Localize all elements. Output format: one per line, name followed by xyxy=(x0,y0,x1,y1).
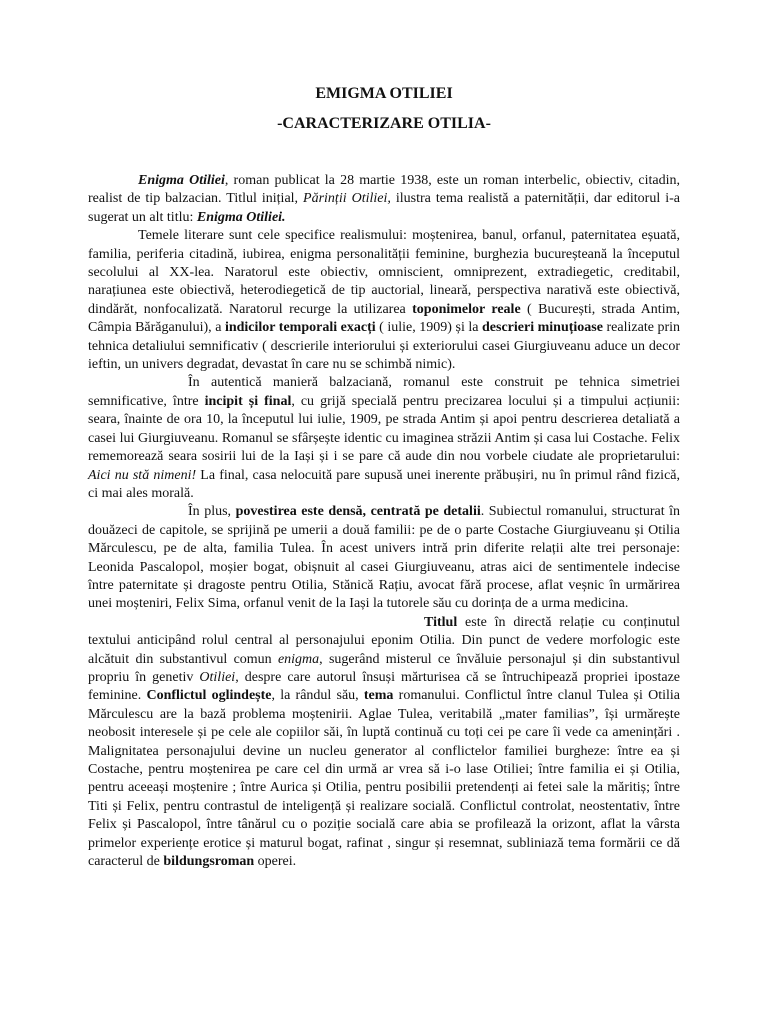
text-span: ( București, strada Antim, Câmpia Bărăganului), a xyxy=(88,301,680,336)
document-body xyxy=(88,172,680,871)
document-page xyxy=(88,84,680,871)
emphasis-text: enigma xyxy=(277,651,320,667)
bold-text: povestirea este densă, centrată pe detalii xyxy=(235,504,481,520)
text-span: , cu grijă specială pentru precizarea locului și a timpului acțiunii: seara, înainte de ora 10, la începutul lui iulie, 1909, pe strada Antim și apoi pentru descrierea detaliată a casei lui Giurgiuveanu. Romanul se sfârșește identic cu imaginea străzii Antim și casa lui Costache. Felix rememorează seara sosirii lui de la Iași și i se pare că aude din nou vorbele ciudate ale proprietarului: xyxy=(88,393,680,465)
bold-text: bildungsroman xyxy=(163,854,255,870)
paragraph-symmetry xyxy=(88,374,680,503)
bold-text: indicilor temporali exacți xyxy=(224,320,376,336)
text-span: Temele literare sunt cele specifice realismului: moștenirea, banul, orfanul, paternitatea eșuată, familia, periferia citadină, iubirea, enigma personalității feminine, burghezia bucureșteană la începutul secolului al XX-lea. Naratorul este obiectiv, omniscient, omniprezent, extradiegetic, creditabil, narațiunea este obiectivă, heterodiegetică de tip auctorial, lineară, perspectiva narativă este obiectivă, dindărăt, nonfocalizată. Naratorul recurge la utilizarea xyxy=(88,228,680,317)
text-span: realizate prin tehnica detaliului semnificativ ( descrierile interiorului și exteriorului casei Giurgiuveanu aduce un decor ieftin, un univers degradat, devastat în care nu se schimbă nimic). xyxy=(88,320,681,373)
bold-text: descrieri minuțioase xyxy=(482,320,603,336)
document-subtitle: -CARACTERIZARE OTILIA- xyxy=(277,115,491,132)
text-span: romanului. Conflictul între clanul Tulea și Otilia Mărculescu are la bază problema moștenirii. Aglae Tulea, veritabilă „mater familias”, își urmărește neobosit interesele și pe cele ale copiilor săi, în luptă continuă cu toți cei pe care îi vede ca amenințări . Malignitatea personajului devine un nucleu generator al conflictelor familiei burgheze: între ea și Costache, pentru moștenirea pe care cel din urmă ar vrea să i-o lase Otiliei; între familia ei și Otilia, pentru aceeași moștenire ; între Aurica și Otilia, pentru posibilii pretendenți ai fetei sale la măritiș; între Titi și Felix, pentru contrastul de inteligență și realizare socială. Conflictul controlat, neostentativ, între Felix și Pascalopol, între tânărul cu o poziție socială care abia se profilează la orizont, aflat la vârsta primelor experiențe erotice și maturul bogat, rafinat , singur și resemnat, subliniază tema formării ce dă caracterul de xyxy=(88,688,680,870)
bold-text: toponimelor reale xyxy=(412,301,521,317)
bold-text: incipit și final xyxy=(204,393,292,409)
emphasis-text: Aici nu stă nimeni! xyxy=(88,467,197,483)
emphasis-text: Otiliei xyxy=(199,669,236,685)
text-span: ( iulie, 1909) și la xyxy=(375,320,483,336)
paragraph-subject xyxy=(88,503,680,613)
text-span: , despre care autorul însuși mărturisea că se întruchipează propriei ipostaze feminine. xyxy=(88,669,680,704)
bold-text: Conflictul oglindește xyxy=(146,688,272,704)
text-span: , sugerând misterul ce învăluie personajul și din substantivul propriu în genetiv xyxy=(88,651,680,685)
paragraph-intro xyxy=(88,172,680,227)
text-span: În plus, xyxy=(188,504,236,520)
text-span: ilustra tema realistă a paternității, dar editorul i-a sugerat un alt titlu: xyxy=(88,191,680,225)
emphasis-text: Enigma Otiliei. xyxy=(196,209,286,225)
emphasis-text: Părinții Otiliei, xyxy=(303,191,391,207)
text-span: , la rândul său, xyxy=(271,688,364,704)
text-span: . Subiectul romanului, structurat în douăzeci de capitole, se sprijină pe umerii a două familii: pe de o parte Costache Giurgiuveanu și Otilia Mărculescu, pe de alta, familia Tulea. În acest univers intră prin diferite relații alte trei personaje: Leonida Pascalopol, moșier bogat, obișnuit al casei Giurgiuveanu, atras aici de sentimentele indecise între paternitate și dragoste pentru Otilia, Stănică Rațiu, avocat fără procese, aflat veșnic în urmărirea unei moșteniri, Felix Sima, orfanul venit de la Iași la tutorele său cu dorința de a urma medicina. xyxy=(88,504,681,612)
text-span: , roman publicat la 28 martie 1938, este un roman interbelic, obiectiv, citadin, realist de tip balzacian. Titlul inițial, xyxy=(88,173,680,207)
paragraph-title-conflict xyxy=(88,614,680,872)
text-span: La final, casa nelocuită pare supusă unei inerente prăbușiri, nu în primul rând fizică, ci mai ales morală. xyxy=(88,467,680,501)
bold-text: tema xyxy=(363,688,394,704)
text-span: În autentică manieră balzaciană, romanul este construit pe tehnica simetriei semnificative, între xyxy=(88,375,680,409)
paragraph-themes xyxy=(88,227,680,374)
emphasis-text: Enigma Otiliei xyxy=(138,173,225,188)
text-span: este în directă relație cu conținutul textului anticipând rolul central al personajului eponim Otilia. Din punct de vedere morfologic este alcătuit din substantivul comun xyxy=(88,614,680,667)
document-title: EMIGMA OTILIEI xyxy=(315,85,453,102)
text-span: operei. xyxy=(254,854,297,870)
bold-text: Titlul xyxy=(424,614,458,630)
